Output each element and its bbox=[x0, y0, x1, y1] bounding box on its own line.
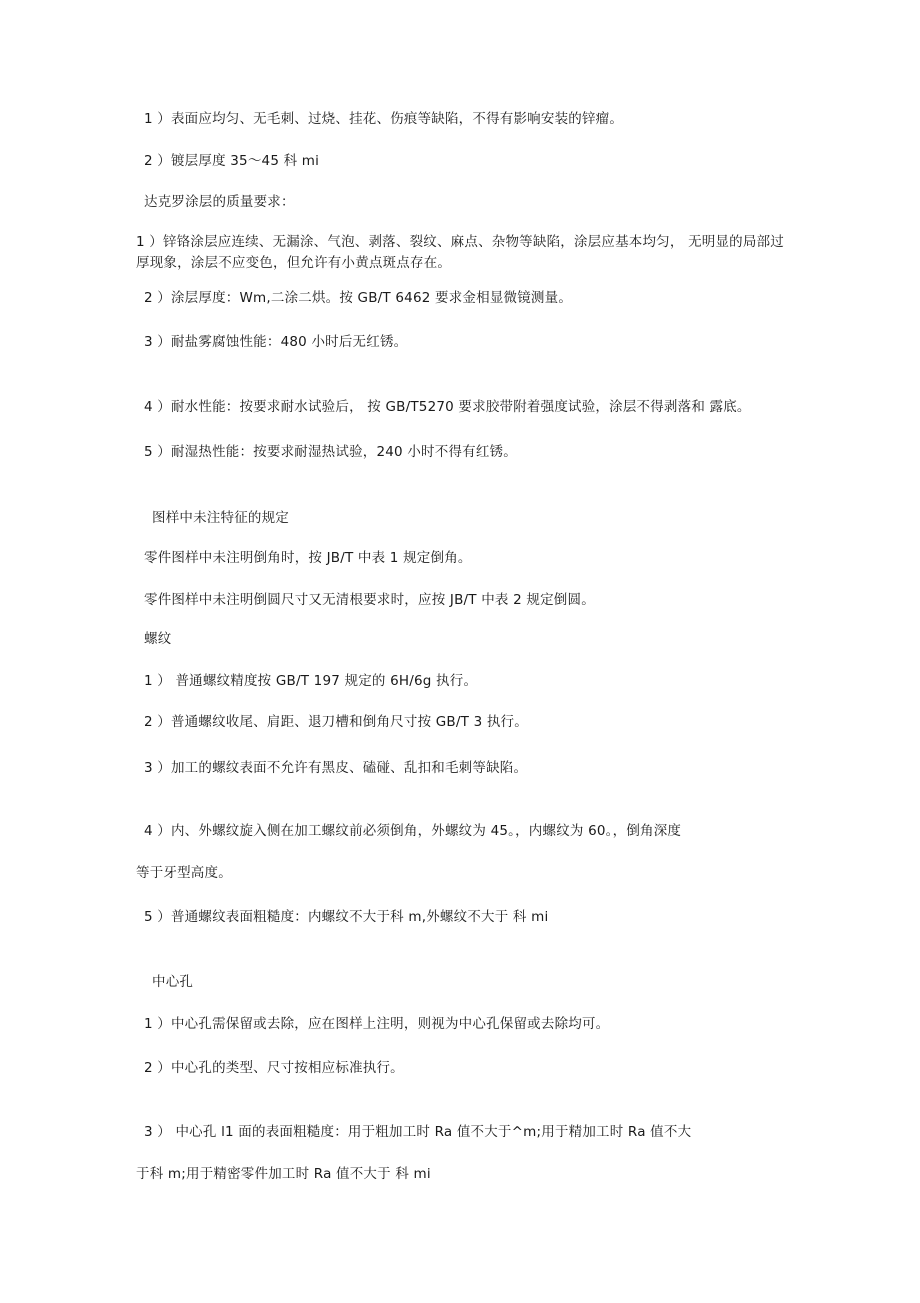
text-line: 2 ）中心孔的类型、尺寸按相应标准执行。 bbox=[144, 1060, 404, 1076]
text-line: 零件图样中未注明倒角时，按 JB/T 中表 1 规定倒角。 bbox=[144, 550, 472, 566]
section-heading: 中心孔 bbox=[152, 974, 194, 990]
text-line: 1 ） 普通螺纹精度按 GB/T 197 规定的 6H/6g 执行。 bbox=[144, 673, 478, 689]
text-line: 等于牙型高度。 bbox=[136, 865, 232, 881]
text-line: 4 ）内、外螺纹旋入侧在加工螺纹前必须倒角，外螺纹为 45。，内螺纹为 60。，倒角深度 bbox=[144, 823, 682, 839]
section-heading: 达克罗涂层的质量要求： bbox=[144, 194, 295, 210]
text-line: 2 ）镀层厚度 35～45 科 mi bbox=[144, 153, 320, 169]
text-line: 3 ）耐盐雾腐蚀性能：480 小时后无红锈。 bbox=[144, 334, 408, 350]
text-line: 5 ）耐湿热性能：按要求耐湿热试验，240 小时不得有红锈。 bbox=[144, 444, 517, 460]
text-line: 2 ）涂层厚度：Wm,二涂二烘。按 GB/T 6462 要求金相显微镜测量。 bbox=[144, 290, 573, 306]
section-heading: 图样中未注特征的规定 bbox=[152, 510, 289, 526]
text-line: 4 ）耐水性能：按要求耐水试验后， 按 GB/T5270 要求胶带附着强度试验，涂层不得剥落和 露底。 bbox=[144, 399, 751, 415]
text-line: 于科 m;用于精密零件加工时 Ra 值不大于 科 mi bbox=[136, 1166, 431, 1182]
text-line: 5 ）普通螺纹表面粗糙度：内螺纹不大于科 m,外螺纹不大于 科 mi bbox=[144, 909, 549, 925]
section-heading: 螺纹 bbox=[144, 631, 172, 647]
text-line: 3 ） 中心孔 l1 面的表面粗糙度：用于粗加工时 Ra 值不大于^m;用于精加工时 Ra 值不大 bbox=[144, 1124, 692, 1140]
text-line: 1 ）锌铬涂层应连续、无漏涂、气泡、剥落、裂纹、麻点、杂物等缺陷，涂层应基本均匀， 无明显的局部过厚现象，涂层不应变色，但允许有小黄点斑点存在。 bbox=[136, 234, 784, 271]
text-line: 1 ）中心孔需保留或去除，应在图样上注明，则视为中心孔保留或去除均可。 bbox=[144, 1016, 610, 1032]
text-line: 零件图样中未注明倒圆尺寸又无清根要求时，应按 JB/T 中表 2 规定倒圆。 bbox=[144, 592, 595, 608]
text-line: 2 ）普通螺纹收尾、肩距、退刀槽和倒角尺寸按 GB/T 3 执行。 bbox=[144, 714, 528, 730]
text-line: 3 ）加工的螺纹表面不允许有黑皮、磕碰、乱扣和毛刺等缺陷。 bbox=[144, 760, 528, 776]
text-line: 1 ）表面应均匀、无毛刺、过烧、挂花、伤痕等缺陷，不得有影响安装的锌瘤。 bbox=[144, 111, 624, 127]
